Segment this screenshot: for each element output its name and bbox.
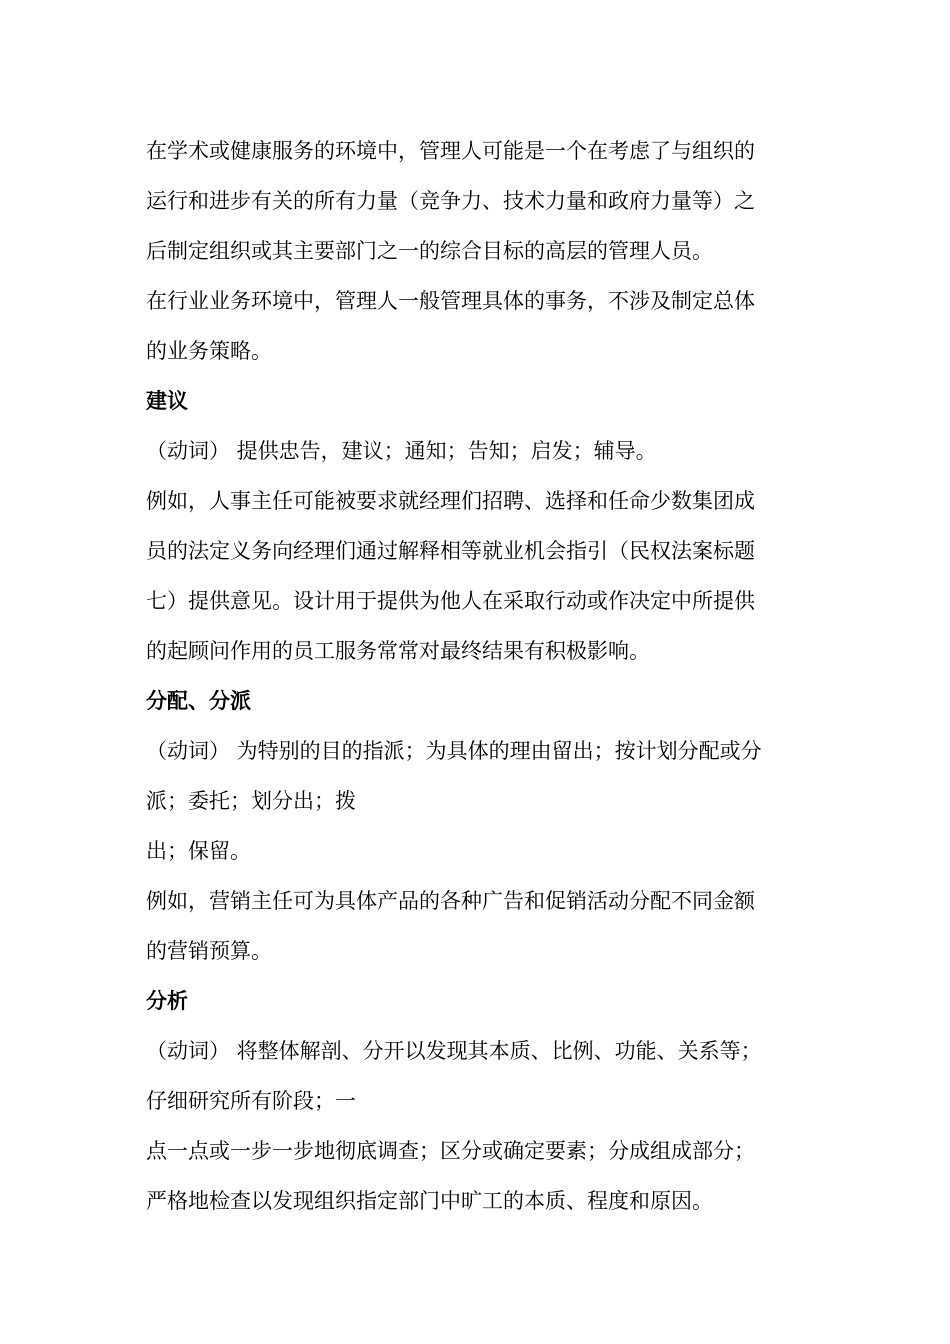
example-line: 员的法定义务向经理们通过解释相等就业机会指引（民权法案标题 bbox=[146, 539, 755, 563]
definition-line: （动词） 将整体解剖、分开以发现其本质、比例、功能、关系等； bbox=[146, 1039, 762, 1063]
example-line: 的起顾问作用的员工服务常常对最终结果有积极影响。 bbox=[146, 639, 650, 663]
definition-line: 严格地检查以发现组织指定部门中旷工的本质、程度和原因。 bbox=[146, 1189, 713, 1213]
paragraph-line: 后制定组织或其主要部门之一的综合目标的高层的管理人员。 bbox=[146, 239, 713, 263]
definition-line: （动词） 为特别的目的指派；为具体的理由留出；按计划分配或分 bbox=[146, 739, 762, 763]
example-line: 例如，营销主任可为具体产品的各种广告和促销活动分配不同金额 bbox=[146, 889, 755, 913]
definition-line: （动词） 提供忠告，建议；通知；告知；启发；辅导。 bbox=[146, 439, 657, 463]
example-line: 例如，人事主任可能被要求就经理们招聘、选择和任命少数集团成 bbox=[146, 489, 755, 513]
document-page bbox=[146, 126, 816, 1226]
paragraph-line: 的业务策略。 bbox=[146, 339, 272, 363]
definition-line: 点一点或一步一步地彻底调查；区分或确定要素；分成组成部分； bbox=[146, 1139, 755, 1163]
example-line: 的营销预算。 bbox=[146, 939, 272, 963]
paragraph-line: 在行业业务环境中，管理人一般管理具体的事务，不涉及制定总体 bbox=[146, 289, 755, 313]
definition-line: 出；保留。 bbox=[146, 839, 251, 863]
paragraph-line: 运行和进步有关的所有力量（竞争力、技术力量和政府力量等）之 bbox=[146, 189, 755, 213]
paragraph-line: 在学术或健康服务的环境中，管理人可能是一个在考虑了与组织的 bbox=[146, 139, 755, 163]
example-line: 七）提供意见。设计用于提供为他人在采取行动或作决定中所提供 bbox=[146, 589, 755, 613]
definition-line: 仔细研究所有阶段；一 bbox=[146, 1089, 356, 1113]
definition-line: 派；委托；划分出；拨 bbox=[146, 789, 356, 813]
term-heading-allocate: 分配、分派 bbox=[146, 689, 251, 713]
term-heading-analyze: 分析 bbox=[146, 989, 188, 1013]
term-heading-advise: 建议 bbox=[146, 389, 188, 413]
